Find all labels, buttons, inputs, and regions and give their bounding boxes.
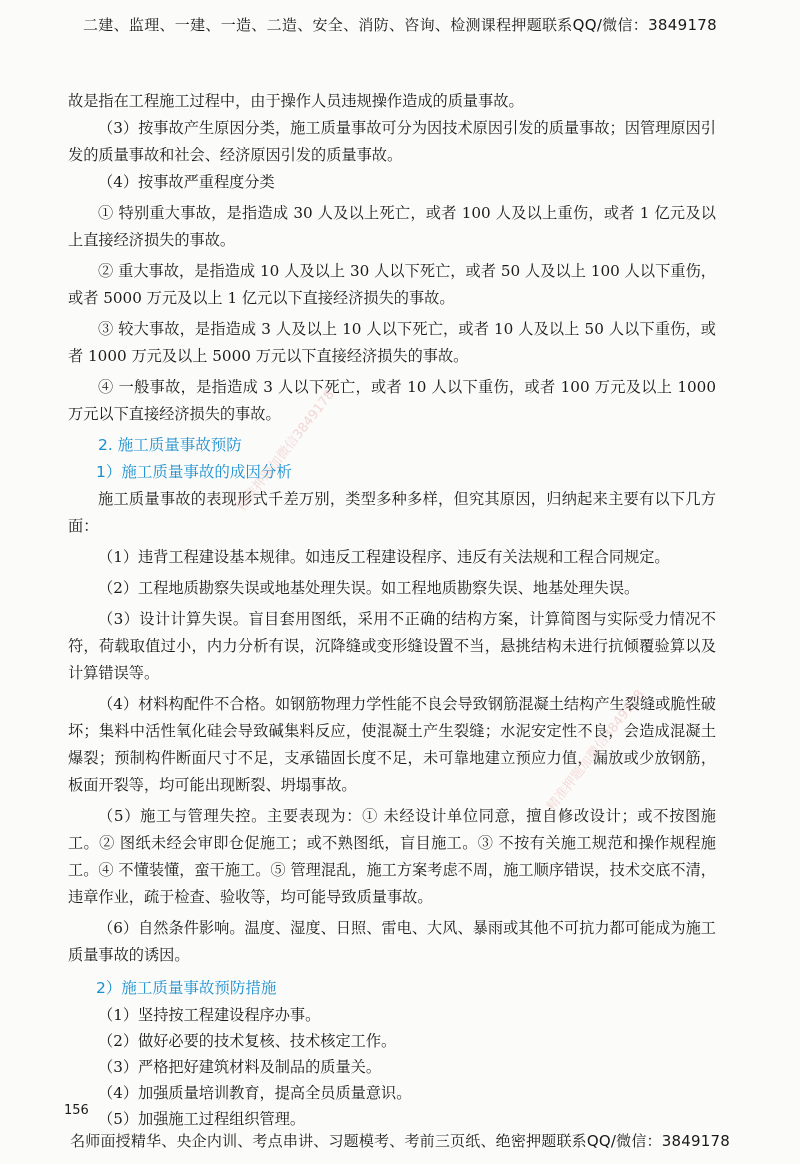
list-item: （3）严格把好建筑材料及制品的质量关。 [98,1058,382,1076]
page-number: 156 [64,1103,89,1118]
list-item: （1）坚持按工程建设程序办事。 [98,1006,321,1024]
paragraph-cause-1: （1）违背工程建设基本规律。如违反工程建设程序、违反有关法规和工程合同规定。 [98,548,670,566]
prevention-measures-list [68,1002,716,1132]
subsection-heading-prevention-measures: 2）施工质量事故预防措施 [96,979,277,997]
section-heading-prevention: 2. 施工质量事故预防 [98,436,242,454]
paragraph-severity-1: ① 特别重大事故，是指造成 30 人及以上死亡，或者 100 人及以上重伤，或者 1 亿元及以上直接经济损失的事故。 [68,204,716,249]
paragraph-cause-3: （3）设计计算失误。盲目套用图纸，采用不正确的结构方案，计算简图与实际受力情况不符，荷载取值过小，内力分析有误，沉降缝或变形缝设置不当，悬挑结构未进行抗倾覆验算以及计算错误等。 [68,610,716,682]
paragraph-cause-2: （2）工程地质勘察失误或地基处理失误。如工程地质勘察失误、地基处理失误。 [98,579,640,597]
paragraph-severity-2: ② 重大事故，是指造成 10 人及以上 30 人以下死亡，或者 50 人及以上 100 人以下重伤，或者 5000 万元及以上 1 亿元以下直接经济损失的事故。 [68,262,716,307]
paragraph-severity-heading: （4）按事故严重程度分类 [98,173,275,191]
paragraph-cause-6: （6）自然条件影响。温度、湿度、日照、雷电、大风、暴雨或其他不可抗力都可能成为施工质量事故的诱因。 [68,919,716,964]
paragraph-cause-classification: （3）按事故产生原因分类，施工质量事故可分为因技术原因引发的质量事故；因管理原因引发的质量事故和社会、经济原因引发的质量事故。 [68,119,716,164]
page-footer-banner: 名师面授精华、央企内训、考点串讲、习题模考、考前三页纸、绝密押题联系QQ/微信：3849178 [70,1132,730,1150]
subsection-heading-cause-analysis: 1）施工质量事故的成因分析 [96,463,292,481]
paragraph-cause-intro: 施工质量事故的表现形式千差万别，类型多种多样，但究其原因，归纳起来主要有以下几方面： [68,490,716,535]
watermark: 精准押题加微信3849178 [234,387,338,515]
paragraph-intro: 故是指在工程施工过程中，由于操作人员违规操作造成的质量事故。 [68,92,524,110]
watermark: 精准押题加微信3849178 [544,687,648,815]
document-body [68,88,716,1132]
paragraph-cause-4: （4）材料构配件不合格。如钢筋物理力学性能不良会导致钢筋混凝土结构产生裂缝或脆性破坏；集料中活性氧化硅会导致碱集料反应，使混凝土产生裂缝；水泥安定性不良，会造成混凝土爆裂；预制构件断面尺寸不足，支承锚固长度不足，未可靠地建立预应力值，漏放或少放钢筋，板面开裂等，均可能出现断裂、坍塌事故。 [68,695,716,794]
page-header-banner: 二建、监理、一建、一造、二造、安全、消防、咨询、检测课程押题联系QQ/微信：3849178 [83,16,717,34]
paragraph-severity-4: ④ 一般事故，是指造成 3 人以下死亡，或者 10 人以下重伤，或者 100 万元及以上 1000 万元以下直接经济损失的事故。 [68,378,716,423]
list-item: （5）加强施工过程组织管理。 [98,1110,306,1128]
paragraph-severity-3: ③ 较大事故，是指造成 3 人及以上 10 人以下死亡，或者 10 人及以上 50 人以下重伤，或者 1000 万元及以上 5000 万元以下直接经济损失的事故。 [68,320,716,365]
list-item: （2）做好必要的技术复核、技术核定工作。 [98,1032,397,1050]
list-item: （4）加强质量培训教育，提高全员质量意识。 [98,1084,412,1102]
paragraph-cause-5: （5）施工与管理失控。主要表现为：① 未经设计单位同意，擅自修改设计；或不按图施工。② 图纸未经会审即仓促施工；或不熟图纸，盲目施工。③ 不按有关施工规范和操作规程施工。④ 不懂装懂，蛮干施工。⑤ 管理混乱，施工方案考虑不周，施工顺序错误，技术交底不清，违章作业，疏于检查、验收等，均可能导致质量事故。 [68,807,716,906]
